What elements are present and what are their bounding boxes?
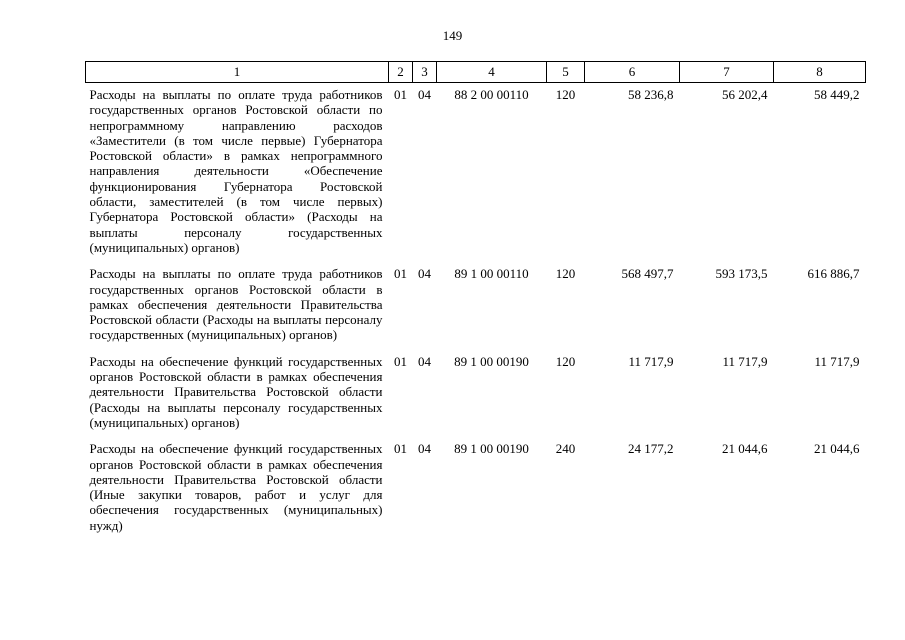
row-expense-type: 120	[555, 87, 576, 102]
header-col-5: 5	[547, 62, 585, 83]
header-col-1: 1	[86, 62, 389, 83]
budget-table	[85, 61, 866, 540]
row-description: Расходы на обеспечение функций государственных органов Ростовской области в рамках обеспечения деятельности Правительства Ростовской области (Иные закупки товаров, работ и услуг для обеспечения государственных (муниципальных) нужд)	[89, 441, 383, 533]
header-col-6: 6	[585, 62, 680, 83]
row-target-code: 88 2 00 00110	[454, 87, 529, 102]
row-expense-type: 120	[555, 266, 576, 282]
row-value-col8: 21 044,6	[814, 441, 860, 457]
row-value-col7: 11 717,9	[722, 353, 768, 369]
row-target-code: 89 1 00 00190	[454, 441, 529, 457]
row-subsection: 04	[418, 87, 431, 102]
row-value-col8: 616 886,7	[807, 266, 860, 282]
header-row	[86, 62, 866, 83]
row-target-code: 89 1 00 00110	[454, 266, 529, 282]
table-row	[86, 83, 866, 263]
row-subsection: 04	[418, 353, 431, 369]
row-section: 01	[394, 87, 407, 102]
table-row	[86, 262, 866, 349]
header-col-8: 8	[774, 62, 866, 83]
row-expense-type: 120	[555, 353, 576, 369]
header-col-7: 7	[680, 62, 774, 83]
table-row	[86, 350, 866, 437]
page-number: 149	[442, 28, 463, 43]
table-row	[86, 437, 866, 540]
row-value-col7: 593 173,5	[715, 266, 768, 282]
row-expense-type: 240	[555, 441, 576, 457]
row-subsection: 04	[418, 266, 431, 282]
header-col-4: 4	[437, 62, 547, 83]
header-col-3: 3	[413, 62, 437, 83]
row-subsection: 04	[418, 441, 431, 457]
header-col-2: 2	[389, 62, 413, 83]
row-description: Расходы на выплаты по оплате труда работников государственных органов Ростовской области по непрограммному направлению расходов «Заместители (в том числе первые) Губернатора Ростовской области» в рамках непрограммного направления деятельности «Обеспечение функционирования Губернатора Ростовской области, заместителей (в том числе первых) Губернатора Ростовской области» (Расходы на выплаты персоналу государственных (муниципальных) органов)	[89, 87, 383, 255]
row-value-col6: 24 177,2	[628, 441, 674, 457]
row-section: 01	[394, 266, 407, 282]
row-description: Расходы на выплаты по оплате труда работников государственных органов Ростовской области в рамках обеспечения деятельности Правительства Ростовской области (Расходы на выплаты персоналу государственных (муниципальных) органов)	[89, 266, 383, 343]
row-value-col7: 21 044,6	[722, 441, 768, 457]
row-value-col8: 58 449,2	[814, 87, 860, 102]
row-target-code: 89 1 00 00190	[454, 353, 529, 369]
row-value-col6: 58 236,8	[628, 87, 674, 102]
row-description: Расходы на обеспечение функций государственных органов Ростовской области в рамках обеспечения деятельности Правительства Ростовской области (Расходы на выплаты персоналу государственных (муниципальных) органов)	[89, 353, 383, 430]
row-value-col6: 11 717,9	[628, 353, 674, 369]
row-value-col8: 11 717,9	[814, 353, 860, 369]
row-section: 01	[394, 353, 407, 369]
row-section: 01	[394, 441, 407, 457]
row-value-col7: 56 202,4	[722, 87, 768, 102]
row-value-col6: 568 497,7	[621, 266, 674, 282]
